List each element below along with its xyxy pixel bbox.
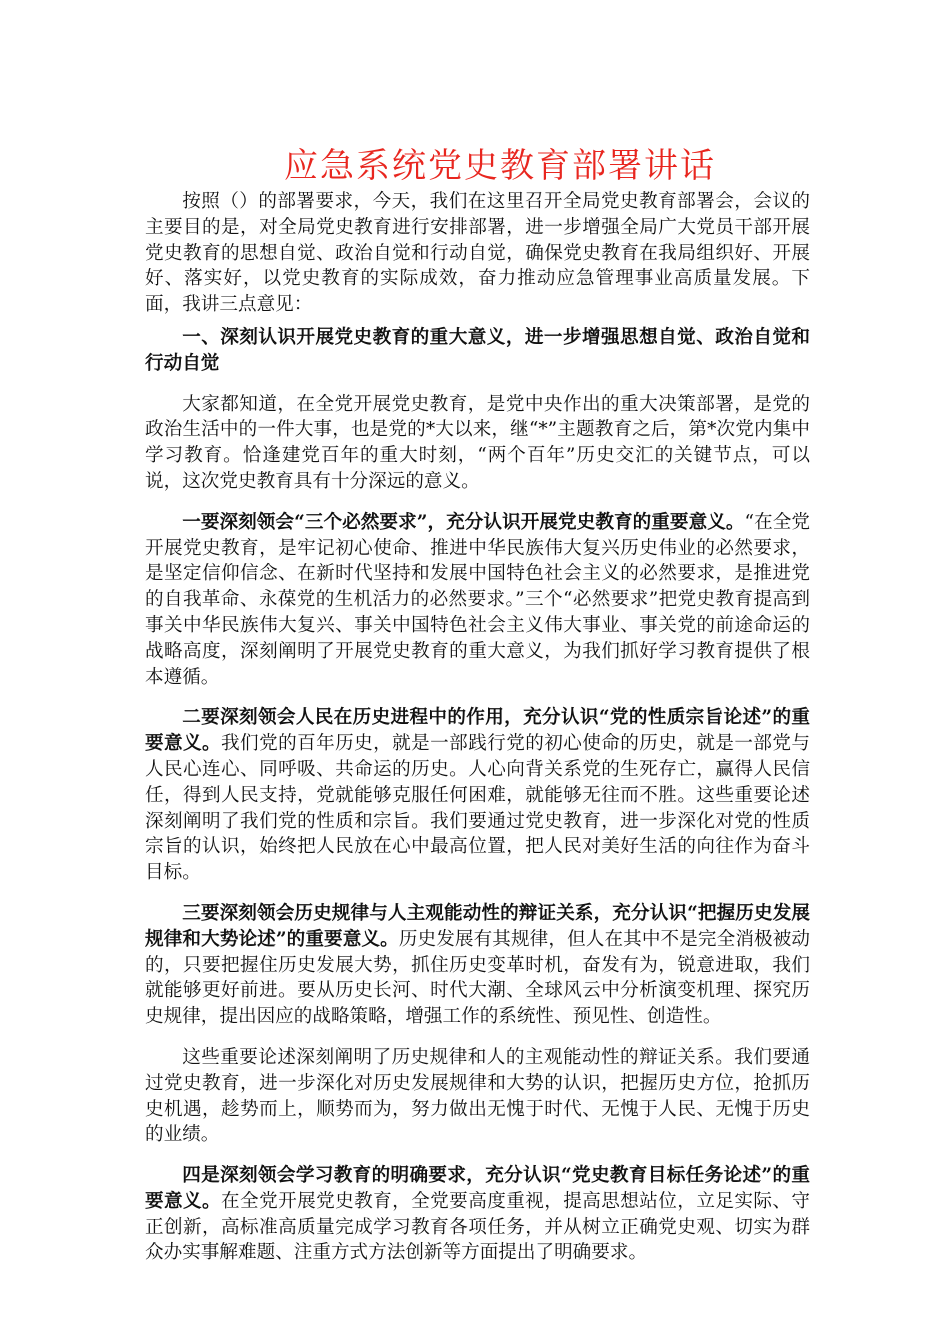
point-lead: 二要深刻领会人民在历史进程中的作用，充分认识“党的性质宗旨论述”的重要意义。	[145, 707, 810, 755]
paragraph-text: 历史发展有其规律，但人在其中不是完全消极被动的，只要把握住历史发展大势，抓住历史变革时机，奋发有为，锐意进取，我们就能够更好前进。要从历史长河、时代大潮、全球风云中分析演变机理、探究历史规律，提出因应的战略策略，增强工作的系统性、预见性、创造性。	[145, 928, 810, 1028]
paragraph-text: 在全党开展党史教育，全党要高度重视，提高思想站位，立足实际、守正创新，高标准高质量完成学习教育各项任务，并从树立正确党史观、切实为群众办实事解难题、注重方式方法创新等方面提出了明确要求。	[145, 1190, 810, 1264]
paragraph-intro	[145, 189, 810, 318]
page-title: 应急系统党史教育部署讲话	[284, 146, 716, 186]
point-lead: 一要深刻领会“三个必然要求”，充分认识开展党史教育的重要意义。	[182, 511, 745, 533]
paragraph-point-2	[145, 705, 810, 886]
paragraph-point-4	[145, 1163, 810, 1266]
point-lead: 四是深刻领会学习教育的明确要求，充分认识“党史教育目标任务论述”的重要意义。	[145, 1165, 810, 1212]
section-heading-1	[145, 325, 810, 377]
paragraph-point-3	[145, 901, 810, 1030]
paragraph-continuation	[145, 1045, 810, 1148]
point-lead: 三要深刻领会历史规律与人主观能动性的辩证关系，充分认识“把握历史发展规律和大势论述”的重要意义。	[145, 902, 810, 950]
paragraph-context	[145, 392, 810, 495]
document-body	[145, 189, 810, 1273]
paragraph-text: 这些重要论述深刻阐明了历史规律和人的主观能动性的辩证关系。我们要通过党史教育，进一步深化对历史发展规律和大势的认识，把握历史方位，抢抓历史机遇，趁势而上，顺势而为，努力做出无愧于时代、无愧于人民、无愧于历史的业绩。	[145, 1046, 810, 1146]
heading-text: 一、深刻认识开展党史教育的重大意义，进一步增强思想自觉、政治自觉和行动自觉	[145, 326, 810, 374]
paragraph-text: “在全党开展党史教育，是牢记初心使命、推进中华民族伟大复兴历史伟业的必然要求，是坚定信仰信念、在新时代坚持和发展中国特色社会主义的必然要求，是推进党的自我革命、永葆党的生机活力的必然要求。”三个“必然要求”把党史教育提高到事关中华民族伟大复兴、事关中国特色社会主义伟大事业、事关党的前途命运的战略高度，深刻阐明了开展党史教育的重大意义，为我们抓好学习教育提供了根本遵循。	[145, 511, 810, 688]
paragraph-point-1	[145, 510, 810, 691]
paragraph-text: 我们党的百年历史，就是一部践行党的初心使命的历史，就是一部党与人民心连心、同呼吸、共命运的历史。人心向背关系党的生死存亡，赢得人民信任，得到人民支持，党就能够克服任何困难，就能够无往而不胜。这些重要论述深刻阐明了我们党的性质和宗旨。我们要通过党史教育，进一步深化对党的性质宗旨的认识，始终把人民放在心中最高位置，把人民对美好生活的向往作为奋斗目标。	[145, 733, 810, 884]
paragraph-text: 按照（）的部署要求，今天，我们在这里召开全局党史教育部署会，会议的主要目的是，对全局党史教育进行安排部署，进一步增强全局广大党员干部开展党史教育的思想自觉、政治自觉和行动自觉，确保党史教育在我局组织好、开展好、落实好，以党史教育的实际成效，奋力推动应急管理事业高质量发展。下面，我讲三点意见：	[145, 191, 810, 316]
paragraph-text: 大家都知道，在全党开展党史教育，是党中央作出的重大决策部署，是党的政治生活中的一件大事，也是党的*大以来，继“*”主题教育之后，第*次党内集中学习教育。恰逢建党百年的重大时刻，“两个百年”历史交汇的关键节点，可以说，这次党史教育具有十分深远的意义。	[145, 393, 810, 492]
